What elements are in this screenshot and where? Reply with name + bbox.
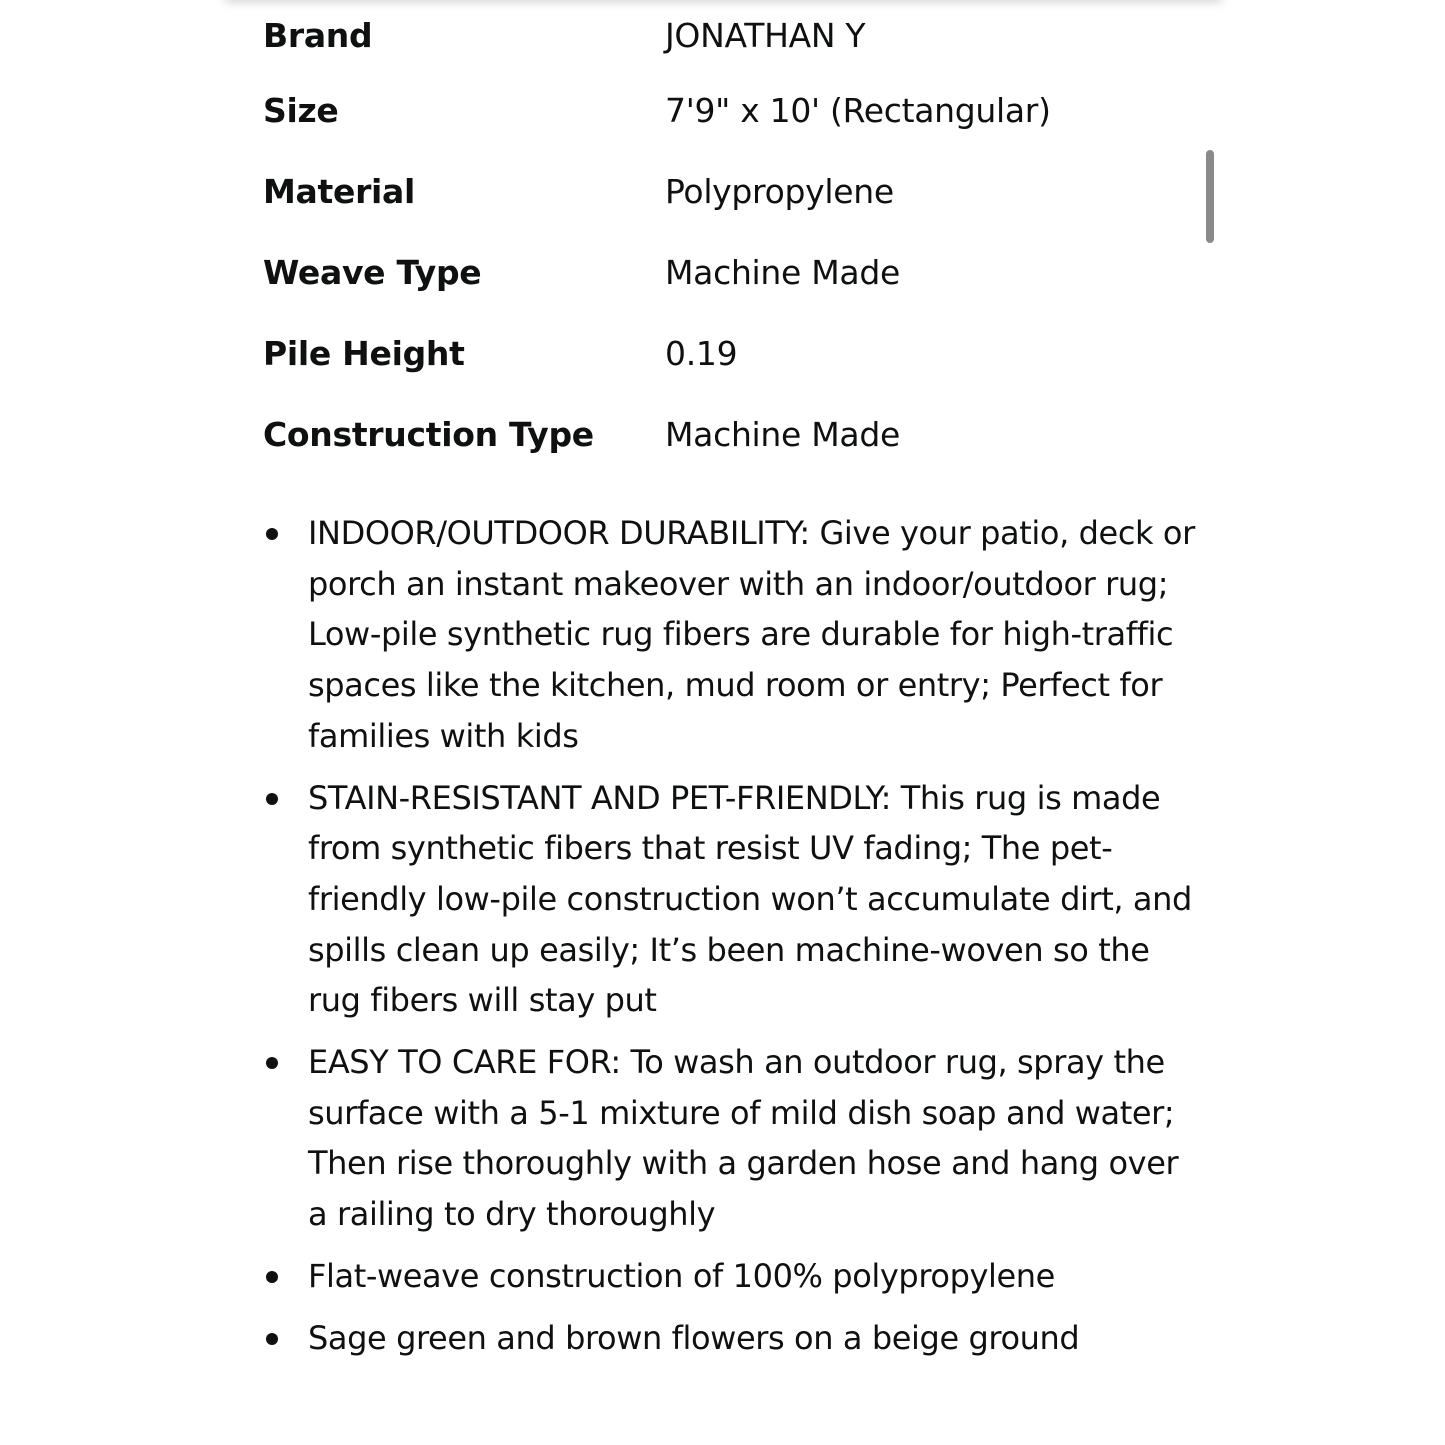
spec-row-size <box>263 70 1193 151</box>
feature-bullets <box>263 508 1198 1374</box>
spec-value: Polypropylene <box>665 172 894 211</box>
spec-row-material <box>263 151 1193 232</box>
bullet-icon <box>266 793 278 805</box>
spec-value: Machine Made <box>665 415 900 454</box>
spec-label: Pile Height <box>263 334 465 373</box>
scrollbar-thumb[interactable] <box>1206 150 1214 243</box>
list-item <box>263 1251 1198 1302</box>
list-item <box>263 1037 1198 1240</box>
product-specs-table <box>263 0 1193 475</box>
bullet-text: Sage green and brown flowers on a beige ground <box>308 1318 1080 1357</box>
bullet-icon <box>266 1057 278 1069</box>
spec-value: Machine Made <box>665 253 900 292</box>
bullet-icon <box>266 528 278 540</box>
spec-row-construction-type <box>263 394 1193 475</box>
spec-row-brand <box>263 0 1193 70</box>
bullet-text: STAIN-RESISTANT AND PET-FRIENDLY: This rug is made from synthetic fibers that resist UV fading; The pet-friendly low-pile construction won’t accumulate dirt, and spills clean up easily; It’s been machine-woven so the rug fibers will stay put <box>308 778 1192 1020</box>
spec-label: Construction Type <box>263 415 594 454</box>
bullet-text: EASY TO CARE FOR: To wash an outdoor rug, spray the surface with a 5-1 mixture of mild dish soap and water; Then rise thoroughly with a garden hose and hang over a railing to dry thoroughly <box>308 1043 1179 1234</box>
spec-value: 7'9" x 10' (Rectangular) <box>665 91 1051 130</box>
list-item <box>263 773 1198 1027</box>
spec-value: JONATHAN Y <box>665 15 866 55</box>
spec-value: 0.19 <box>665 334 738 373</box>
bullet-icon <box>266 1271 278 1283</box>
bullet-icon <box>266 1333 278 1345</box>
bullet-text: Flat-weave construction of 100% polypropylene <box>308 1256 1055 1295</box>
spec-label: Size <box>263 91 339 130</box>
spec-label: Brand <box>263 15 373 55</box>
list-item <box>263 1313 1198 1364</box>
spec-label: Weave Type <box>263 253 482 292</box>
spec-row-pile-height <box>263 313 1193 394</box>
bullet-text: INDOOR/OUTDOOR DURABILITY: Give your patio, deck or porch an instant makeover with an indoor/outdoor rug; Low-pile synthetic rug fibers are durable for high-traffic spaces like the kitchen, mud room or entry; Perfect for families with kids <box>308 514 1195 755</box>
spec-label: Material <box>263 172 416 211</box>
list-item <box>263 508 1198 762</box>
spec-row-weave-type <box>263 232 1193 313</box>
